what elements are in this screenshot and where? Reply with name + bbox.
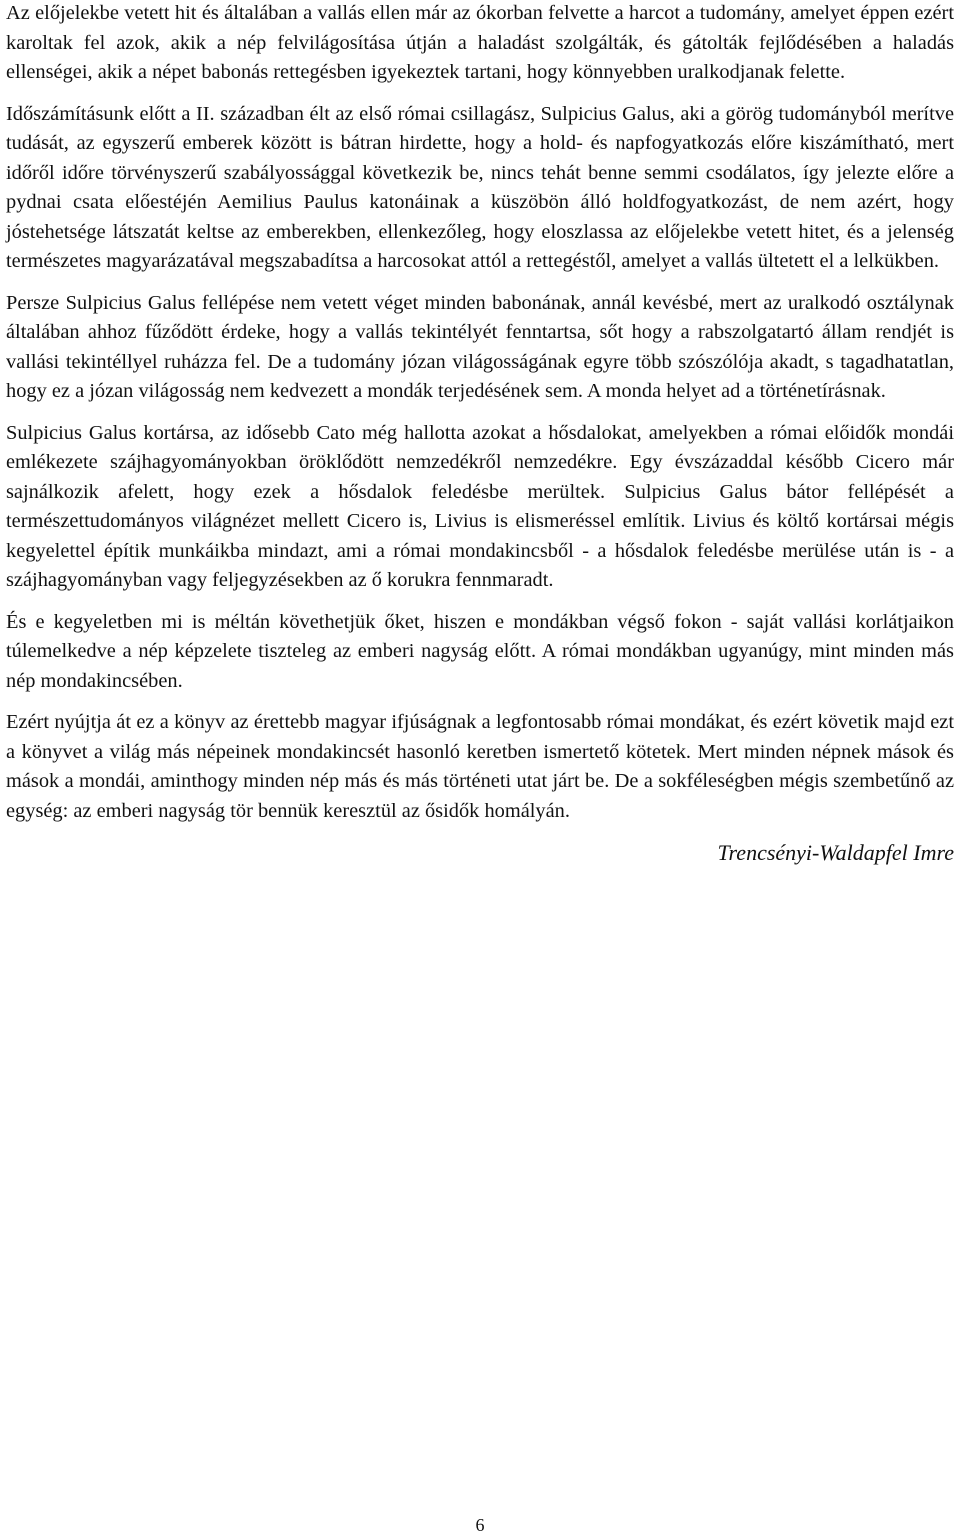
- author-signature: Trencsényi-Waldapfel Imre: [717, 840, 954, 865]
- paragraph-2: Időszámításunk előtt a II. században élt az első római csillagász, Sulpicius Galus, aki a görög tudományból merítve tudását, az egyszerű emberek között is bátran hirdette, hogy a hold- és napfogyatkozás előre kiszámítható, mert időről időre törvényszerű szabályossággal következik be, nincs tehát benne semmi csodálatos, így jelezte előre a pydnai csata előestéjén Aemilius Paulus katonáinak a küszöbön álló holdfogyatkozást, de nem azért, hogy jóstehetsége látszatát keltse az emberekben, ellenkezőleg, hogy eloszlassa az előjelekbe vetett hitet, és a jelenség természetes magyarázatával megszabadítsa a harcosokat attól a rettegéstől, amelyet a vallás ültetett el a lelkükben.: [6, 102, 954, 272]
- paragraph-3: Persze Sulpicius Galus fellépése nem vetett véget minden babonának, annál kevésbé, mert az uralkodó osztálynak általában ahhoz fűződött érdeke, hogy a vallás tekintélyét fenntartsa, sőt hogy a rabszolgatartó állam rendjét is vallási tekintéllyel ruházza fel. De a tudomány józan világosságának egyre több szószólója akadt, s tagadhatatlan, hogy ez a józan világosság nem kedvezett a mondák terjedésének sem. A monda helyet ad a történetírásnak.: [6, 291, 954, 402]
- paragraph-5: És e kegyeletben mi is méltán követhetjük őket, hiszen e mondákban végső fokon - saját vallási korlátjaikon túlemelkedve a nép képzelete tiszteleg az emberi nagyság előtt. A római mondákban ugyanúgy, mint minden más nép mondakincsében.: [6, 610, 954, 692]
- paragraph-1: Az előjelekbe vetett hit és általában a vallás ellen már az ókorban felvette a harcot a tudomány, amelyet éppen ezért karoltak fel azok, akik a nép felvilágosítása útján a haladást szolgálták, és gátolták fejlődésében a haladás ellenségei, akik a népet babonás rettegésben igyekeztek tartani, hogy könnyebben uralkodjanak felette.: [6, 2, 954, 83]
- page-number: 6: [475, 1515, 485, 1535]
- paragraph-4: Sulpicius Galus kortársa, az idősebb Cato még hallotta azokat a hősdalokat, amelyekben a római előidők mondái emlékezete szájhagyományokban öröklődött nemzedékről nemzedékre. Egy évszázaddal később Cicero már sajnálkozik afelett, hogy ezek a hősdalok feledésbe merültek. Sulpicius Galus bátor fellépését a természettudományos világnézet mellett Cicero is, Livius is elismeréssel említik. Livius és költő kortársai mégis kegyelettel építik munkáikba mindazt, ami a római mondakincsből - a hősdalok feledésbe merülése után is - a szájhagyományban vagy feljegyzésekben az ő korukra fennmaradt.: [6, 421, 954, 591]
- paragraph-6: Ezért nyújtja át ez a könyv az érettebb magyar ifjúságnak a legfontosabb római mondákat, és ezért követik majd ezt a könyvet a világ más népeinek mondakincsét hasonló keretben ismertető kötetek. Mert minden népnek mások és mások a mondái, aminthogy minden nép más és más történeti utat járt be. De a sokféleségben mégis szembetűnő az egység: az emberi nagyság tör bennük keresztül az ősidők homályán.: [6, 711, 954, 822]
